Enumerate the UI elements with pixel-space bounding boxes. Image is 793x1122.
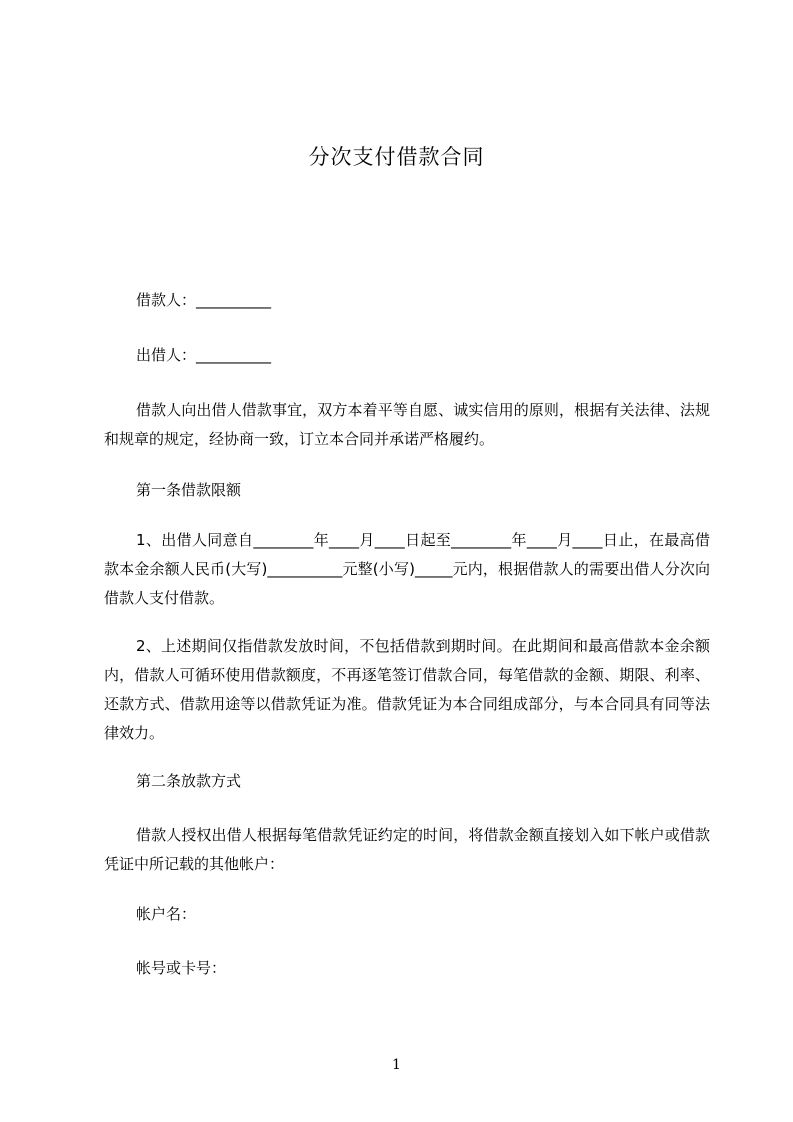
lender-line: 出借人：__________ (136, 346, 272, 364)
article1-clause2: 2、上述期间仅指借款发放时间，不包括借款到期时间。在此期间和最高借款本金余额内，借款人可循环使用借款额度，不再逐笔签订借款合同，每笔借款的金额、期限、利率、还款方式、借款用途等以借款凭证为准。借款凭证为本合同组成部分，与本合同具有同等法律效力。 (104, 637, 710, 742)
document-title: 分次支付借款合同 (308, 145, 485, 169)
account-number-label: 帐号或卡号： (136, 959, 227, 977)
article2-heading: 第二条放款方式 (136, 772, 242, 790)
account-name-label: 帐户名： (136, 905, 197, 923)
borrower-line: 借款人：__________ (136, 291, 272, 309)
intro-paragraph: 借款人向出借人借款事宜，双方本着平等自愿、诚实信用的原则，根据有关法律、法规和规章的规定，经协商一致，订立本合同并承诺严格履约。 (104, 401, 710, 448)
article2-paragraph: 借款人授权出借人根据每笔借款凭证约定的时间，将借款金额直接划入如下帐户或借款凭证中所记载的其他帐户： (104, 826, 710, 873)
article1-heading: 第一条借款限额 (136, 481, 242, 499)
page-number: 1 (392, 1057, 401, 1073)
article1-clause1: 1、出借人同意自________年____月____日起至________年____月____日止，在最高借款本金余额人民币(大写)__________元整(小写)_____元内，根据借款人的需要出借人分次向借款人支付借款。 (104, 531, 710, 607)
